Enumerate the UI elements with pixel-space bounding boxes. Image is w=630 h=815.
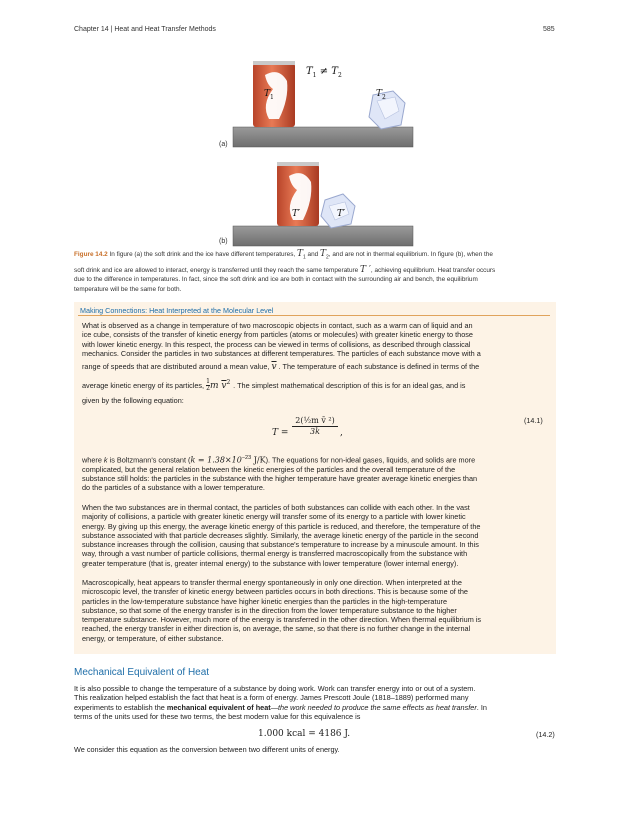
can-a [253, 61, 295, 127]
box-paragraph-1: What is observed as a change in temperature of two macroscopic objects in contact, such as a warm can of liquid and an ice cube, consists of the transfer of kinetic energy from particles (atoms or molecules) with greater kinetic energy to those with lower kinetic energy. In this respect, the process can be viewed in terms of collisions, as described through classical mechanics. Consider the particles in two substances at different temperatures. The particles of each substance move with a range of speeds that are distributed around a mean value, $\overline{v}$ . The temperature of each substance is defined in terms of the average kinetic energy of its particles, $\frac{1}{2}$ m $\overline{v}^2$ . The simplest mathematical description of this is for an ideal gas, and is given by the following equation: [82, 321, 481, 406]
can-temp-label-b: T′ [292, 209, 301, 219]
equation-14-1-fraction: 2(½m v̄ ²) 3k [292, 416, 338, 436]
figure-caption: Figure 14.2 In figure (a) the soft drink and the ice have different temperatures, $T_1$ and $T_2$, and are not in thermal equilibrium. In figure (b), when the soft drink and ice are allowed to interact, energy is transferred until they reach the same temperature T ′, achieving equilibrium. Heat transfer occurs due to the difference in temperatures. In fact, since the soft drink and ice are both in contact with the surrounding air and bench, the equilibrium temperature will be the same for both. [74, 249, 496, 294]
chapter-header: Chapter 14 | Heat and Heat Transfer Methods [74, 26, 216, 33]
equation-14-1-number: (14.1) [524, 416, 543, 425]
bench-a [233, 127, 413, 147]
temp-not-equal-label: $T_1 \ne T_2$ [306, 66, 342, 79]
figure-b-illustration [225, 158, 425, 248]
box-title-rule [78, 315, 550, 316]
section-heading: Mechanical Equivalent of Heat [74, 667, 210, 678]
mean-speed-symbol: $\overline{v}$ [271, 362, 277, 373]
box-title: Making Connections: Heat Interpreted at the Molecular Level [80, 306, 274, 315]
ice-temp-label-a: $T_2$ [376, 89, 386, 101]
box-paragraph-3: When the two substances are in thermal contact, the particles of both substances can collide with each other. In the vast majority of collisions, a particle with greater kinetic energy will transfer some of its energy to a particle with lower kinetic energy. By giving up this energy, the average kinetic energy of this particle is reduced, and therefore, the temperature of the substance associated with that particle decreases slightly. Similarly, the average kinetic energy of the particle in the second substance increases through the collision, causing that substance's temperature to increase by a minuscule amount. In this way, through a vast number of particle collisions, thermal energy is transferred macroscopically from the substance with greater temperature (that is, greater internal energy) to the substance with lower temperature (lower internal energy). [82, 503, 481, 568]
equation-14-2: 1.000 kcal = 4186 J. [258, 729, 351, 739]
closing-sentence: We consider this equation as the conversion between two different units of energy. [74, 745, 340, 754]
kinetic-energy-expression: $\frac{1}{2}$ m $\overline{v}^2$ [206, 378, 231, 393]
ice-temp-label-b: T′ [337, 209, 346, 219]
box-paragraph-2: where k is Boltzmann's constant ($k = 1.38\times 10^{-23}$ J/K). The equations for non-ideal gases, liquids, and solids are more complicated, but the general relation between the kinetic energies of the particles and the overall temperature of the substance still holds: the particles in the substance with the higher temperature have greater average kinetic energies than do the particles of a substance with a lower temperature. [82, 455, 478, 493]
equation-14-1-lhs: T = [272, 428, 289, 438]
panel-b-label: (b) [219, 238, 228, 245]
ice-cube-a [369, 91, 405, 129]
box-paragraph-4: Macroscopically, heat appears to transfer thermal energy spontaneously in only one direction. When interpreted at the microscopic level, the transfer of kinetic energy between particles occurs in both directions. This is because some of the particles in the low-temperature substance have higher kinetic energies than the particles in the high-temperature substance, so that some of the energy transfer is in the direction from the lower temperature substance to the higher temperature substance. However, much more of the energy is transferred in the other direction. When thermal equilibrium is reached, the energy transfer in either direction is, on average, the same, so that there is no further change in the internal energy, or temperature, of either substance. [82, 578, 482, 643]
section-paragraph: It is also possible to change the temperature of a substance by doing work. Work can transfer energy into or out of a system. This realization helped establish the fact that heat is a form of energy. James Prescott Joule (1818–1889) performed many experiments to establish the mechanical equivalent of heat—the work needed to produce the same effects as heat transfer. In terms of the units used for these two terms, the best modern value for this equivalence is [74, 684, 487, 721]
equation-14-2-number: (14.2) [536, 730, 555, 739]
panel-a-label: (a) [219, 141, 228, 148]
can-temp-label-a: $T_1$ [264, 89, 274, 101]
key-term: mechanical equivalent of heat [166, 702, 271, 712]
page-number: 585 [543, 26, 555, 33]
bench-b [233, 226, 413, 246]
figure-number: Figure 14.2 [74, 251, 108, 258]
